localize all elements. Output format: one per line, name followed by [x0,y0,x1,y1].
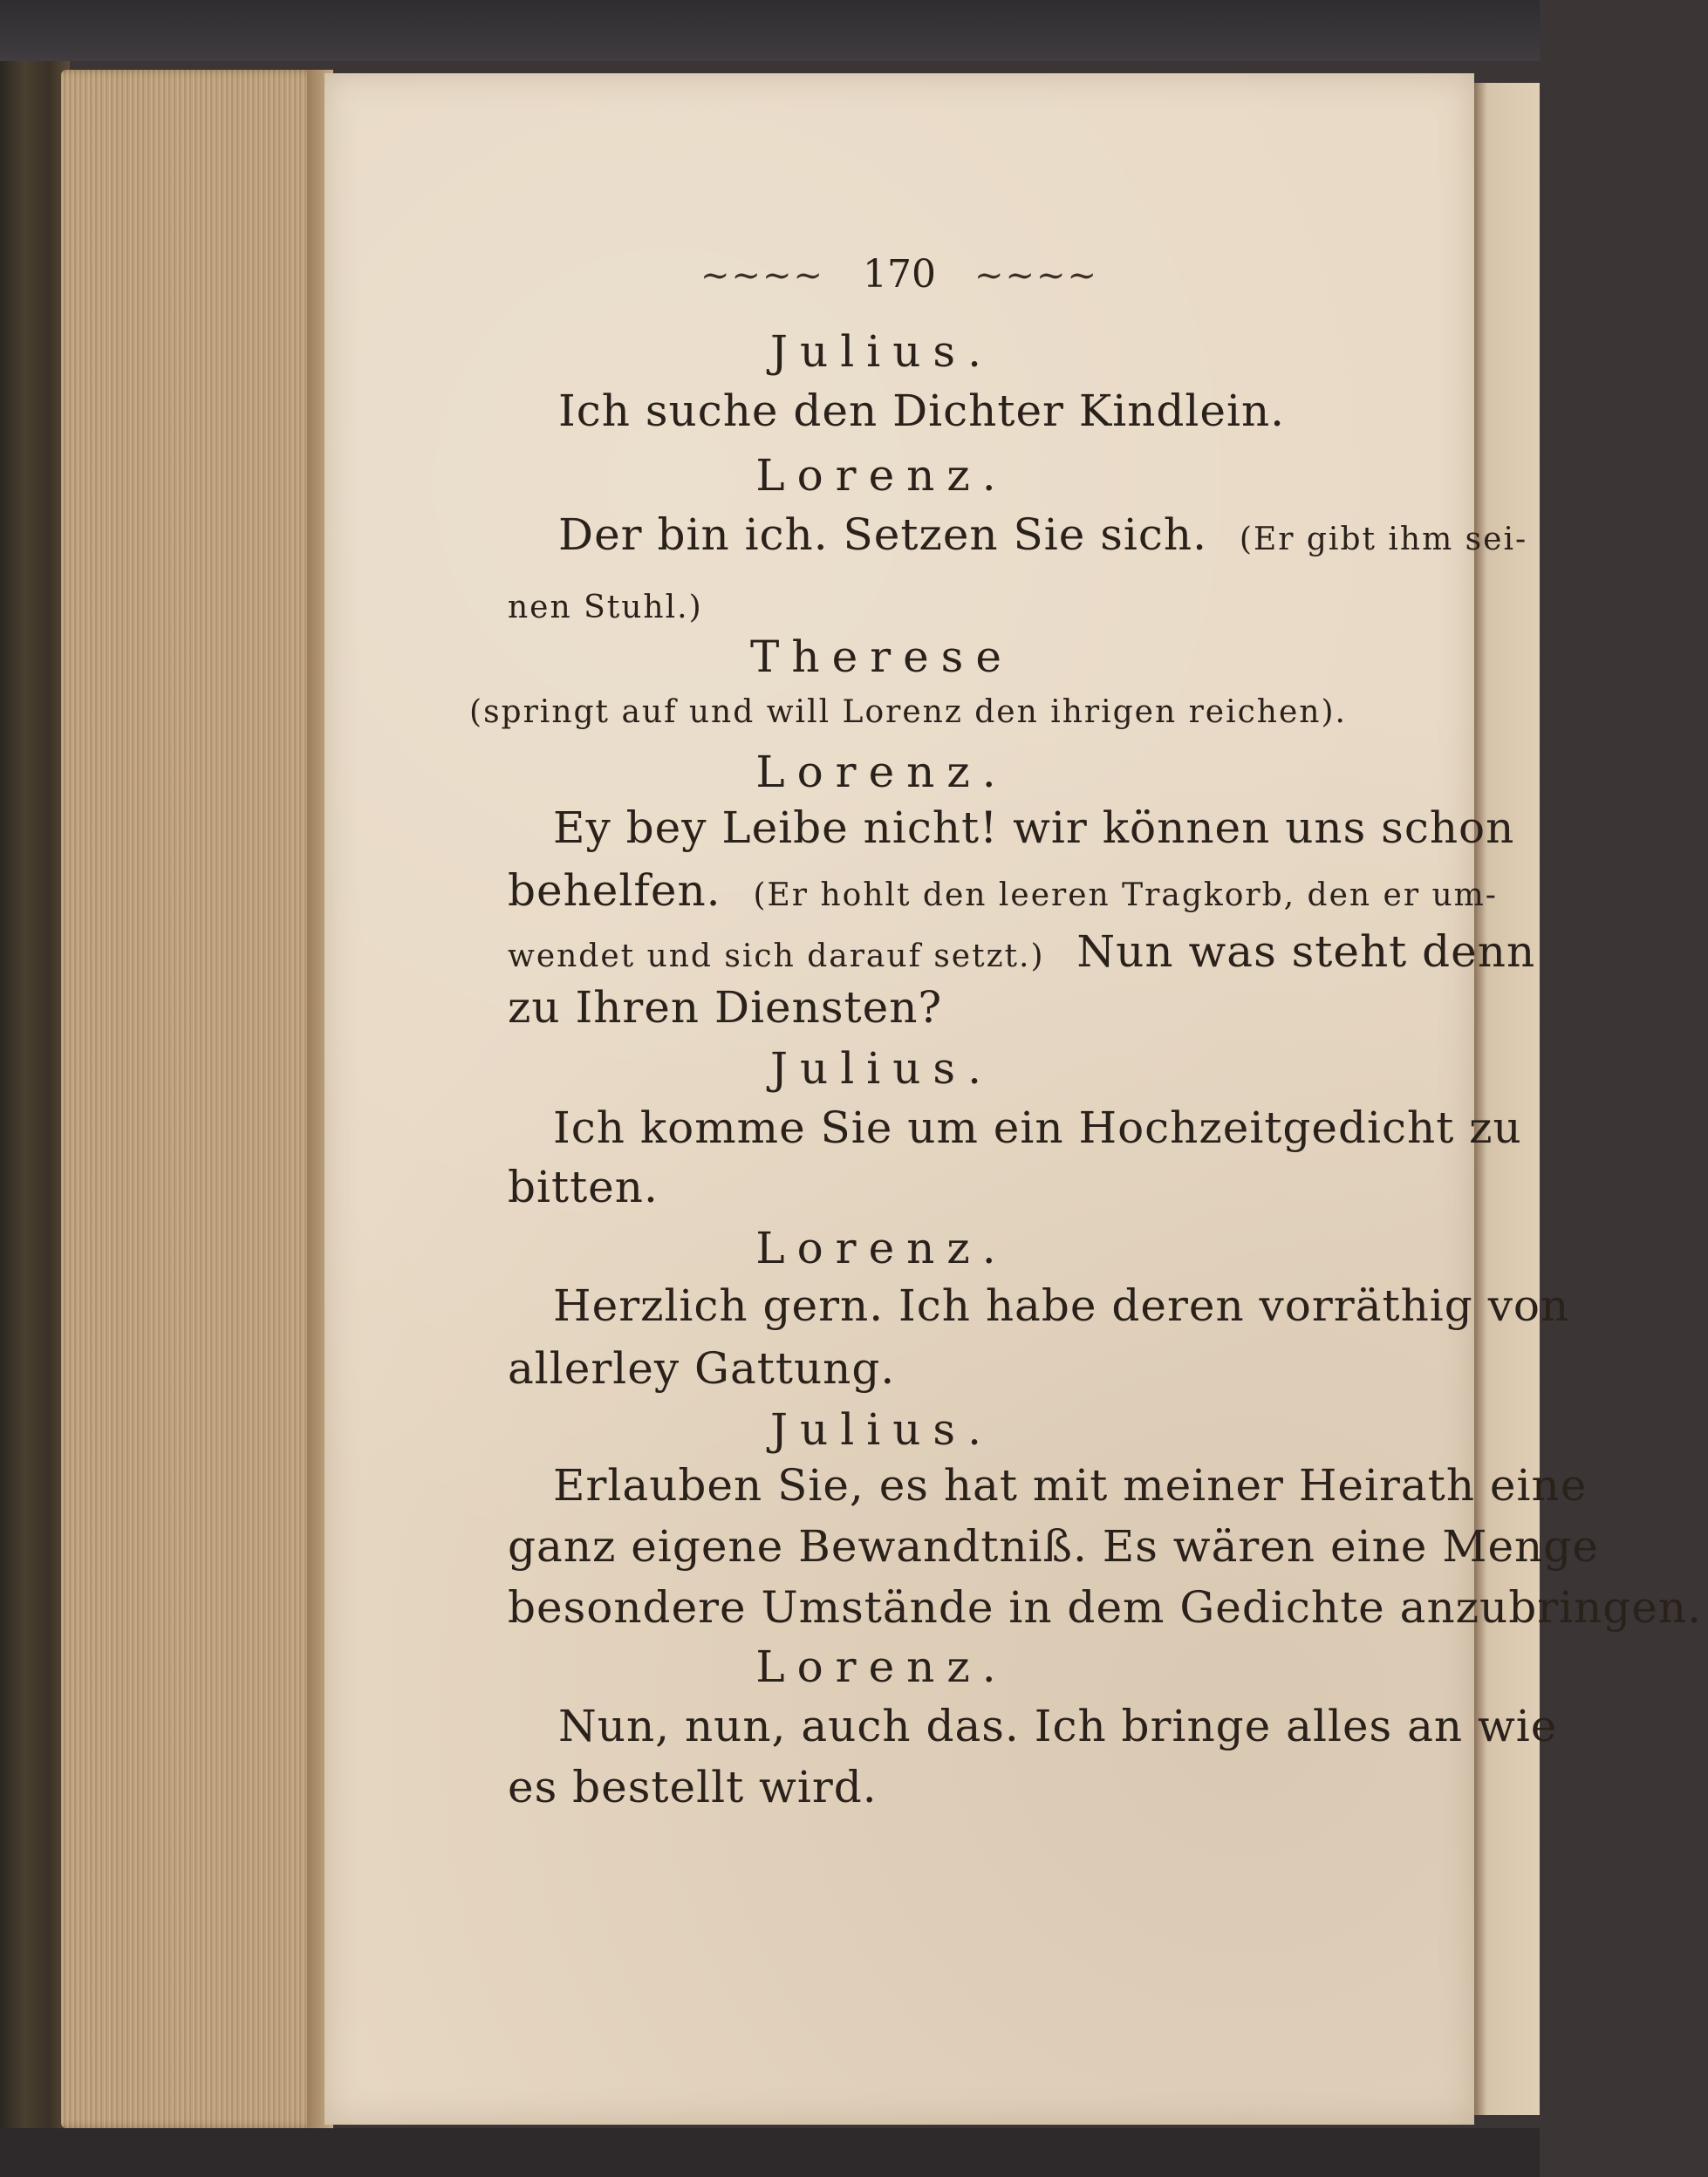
page-edge-stack [61,70,323,2128]
dialogue-line: ganz eigene Bewandtniß. Es wären eine Menge [508,1521,1599,1572]
page-text [325,73,1702,2125]
dialogue-line [508,926,1657,977]
speaker-name: Julius. [770,1043,994,1094]
dialogue-line [558,509,1708,560]
book-page [325,73,1702,2125]
dialogue-line: allerley Gattung. [508,1343,896,1394]
dialogue-text: Der bin ich. Setzen Sie sich. [558,509,1207,560]
ornament-right: ~~~~ [974,256,1099,296]
dialogue-line: zu Ihren Diensten? [508,982,943,1033]
dialogue-line [508,577,1657,628]
speaker-name: Lorenz. [755,1223,1008,1273]
stage-direction: (Er gibt ihm sei- [1239,522,1528,557]
dialogue-line: es bestellt wird. [508,1762,878,1812]
dialogue-line [508,865,1657,916]
dialogue-line: Ich suche den Dichter Kindlein. [558,386,1286,436]
dialogue-line: besondere Umstände in dem Gedichte anzubringen. [508,1582,1702,1633]
speaker-name: Julius. [770,1404,994,1455]
dialogue-line: Erlauben Sie, es hat mit meiner Heirath eine [553,1460,1588,1511]
dialogue-line: Ich komme Sie um ein Hochzeitgedicht zu [553,1102,1522,1153]
speaker-name: Lorenz. [755,1641,1008,1692]
dialogue-line: Ey bey Leibe nicht! wir können uns schon [553,802,1515,853]
running-head [325,252,1474,297]
dialogue-line: Nun, nun, auch das. Ich bringe alles an wie [558,1701,1558,1751]
ornament-left: ~~~~ [700,256,824,296]
book-cover-bottom [0,2128,1540,2177]
speaker-name: Julius. [770,326,994,377]
book-cover-top [0,0,1540,61]
stage-direction: wendet und sich darauf setzt.) [508,938,1045,974]
speaker-name: Therese [750,631,1014,682]
stage-direction: nen Stuhl.) [508,590,703,625]
page-number: 170 [863,252,936,297]
dialogue-line: bitten. [508,1162,659,1212]
dialogue-line: Herzlich gern. Ich habe deren vorräthig von [553,1280,1570,1331]
stage-direction: (Er hohlt den leeren Tragkorb, den er um- [753,877,1498,913]
stage-direction: (springt auf und will Lorenz den ihrigen reichen). [469,694,1347,730]
book-cover-left [0,61,70,2137]
speaker-name: Lorenz. [755,450,1008,501]
dialogue-text: behelfen. [508,865,721,916]
speaker-name: Lorenz. [755,747,1008,797]
dialogue-text: Nun was steht denn [1076,926,1536,977]
